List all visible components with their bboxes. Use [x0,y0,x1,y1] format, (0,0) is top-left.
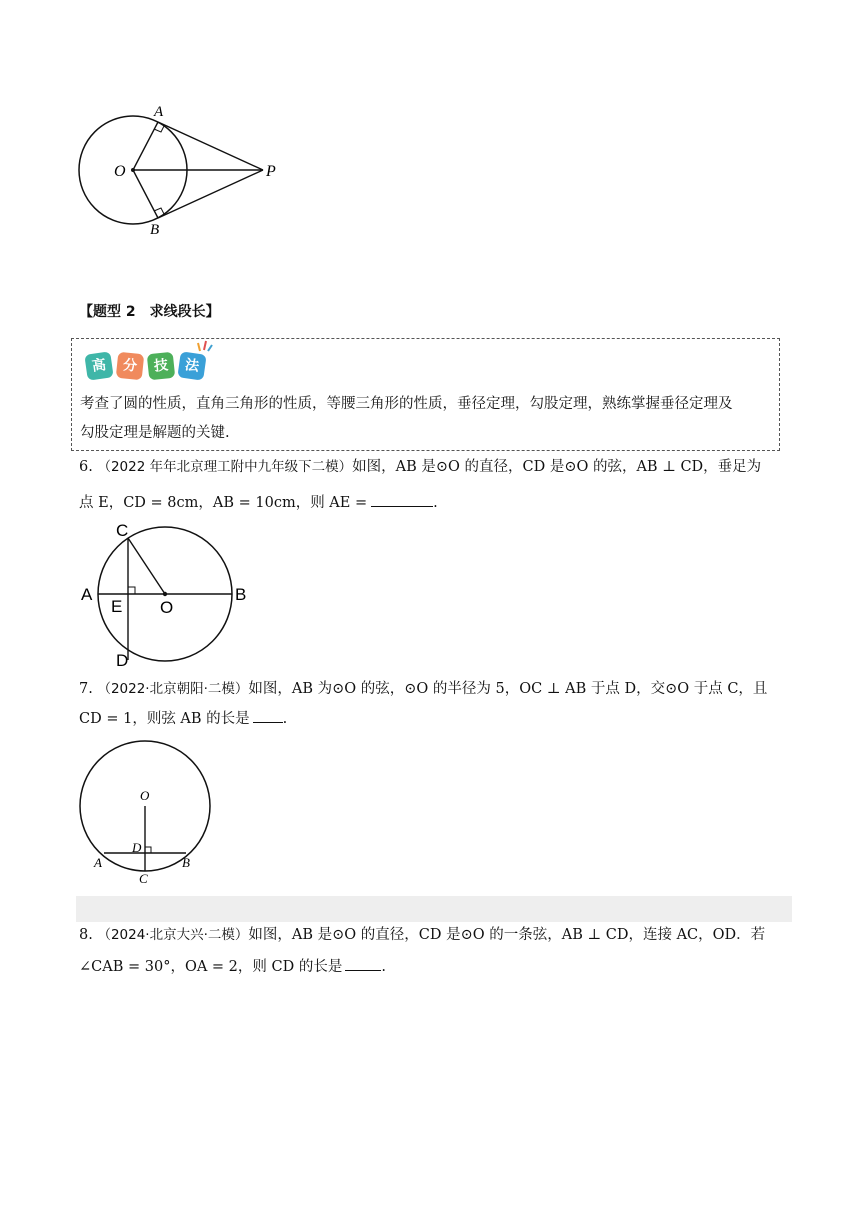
label-b: B [235,585,247,604]
label-d: D [132,840,142,855]
gray-band [76,896,792,922]
figure-tangent-circle [70,100,290,240]
label-a: A [94,855,102,870]
tips-box [71,338,780,451]
q6-text-1: 如图，AB 是⊙O 的直径，CD 是⊙O 的弦，AB ⊥ CD，垂足为 [352,459,762,475]
q6-line-1 [79,457,761,477]
label-o: O [114,163,126,180]
label-d: D [116,651,129,670]
label-c: C [116,521,129,540]
q6-answer-blank[interactable] [371,492,433,507]
q7-source: （2022·北京朝阳·二模） [97,681,249,697]
q8-text-1: 如图，AB 是⊙O 的直径，CD 是⊙O 的一条弦，AB ⊥ CD，连接 AC，OD．若 [248,927,766,943]
q7-period: . [282,711,288,727]
q8-line-1 [79,925,765,945]
q6-period: . [433,495,438,511]
sparkle-icon [196,339,214,353]
badge-ji: 技 [147,352,176,381]
q7-text-1: 如图，AB 为⊙O 的弦，⊙O 的半径为 5，OC ⊥ AB 于点 D，交⊙O 于点 C，且 [248,681,768,697]
label-c: C [139,871,148,886]
tips-line-1: 考查了圆的性质，直角三角形的性质，等腰三角形的性质，垂径定理，勾股定理，熟练掌握垂径定理及 [80,396,733,412]
label-b: B [182,855,190,870]
q6-source: （2022 年年北京理工附中九年级下二模） [97,459,353,475]
q6-text-2: 点 E，CD = 8cm，AB = 10cm，则 AE = [79,495,368,511]
q7-text-2: CD = 1，则弦 AB 的长是 [79,711,250,727]
q8-period: . [381,959,386,975]
q6-line-2 [79,492,438,513]
tips-line-2: 勾股定理是解题的关键. [80,425,230,441]
tangent-pb [158,170,263,218]
badge-gao: 高 [84,351,113,380]
label-o: O [160,598,174,617]
label-a: A [154,104,164,120]
label-e: E [111,597,123,616]
q6-number: 6. [79,459,93,475]
q8-number: 8. [79,927,93,943]
label-a: A [81,585,93,604]
q8-answer-blank[interactable] [345,956,381,971]
label-b: B [150,222,160,238]
badge-fen: 分 [116,352,145,381]
section-header: 【题型 2 求线段长】 [79,304,220,320]
figure-q6 [78,518,253,670]
q8-text-2: ∠CAB = 30°，OA = 2，则 CD 的长是 [79,959,343,975]
q7-answer-blank[interactable] [253,708,283,723]
label-o: O [140,788,150,803]
figure-q7 [76,736,216,888]
q7-line-1 [79,679,767,699]
q8-source: （2024·北京大兴·二模） [97,927,249,943]
tangent-pa [158,122,263,170]
q7-number: 7. [79,681,93,697]
label-p: P [266,163,276,180]
q8-line-2 [79,956,386,977]
q7-line-2 [79,708,287,729]
badge-fa: 法 [177,351,206,380]
